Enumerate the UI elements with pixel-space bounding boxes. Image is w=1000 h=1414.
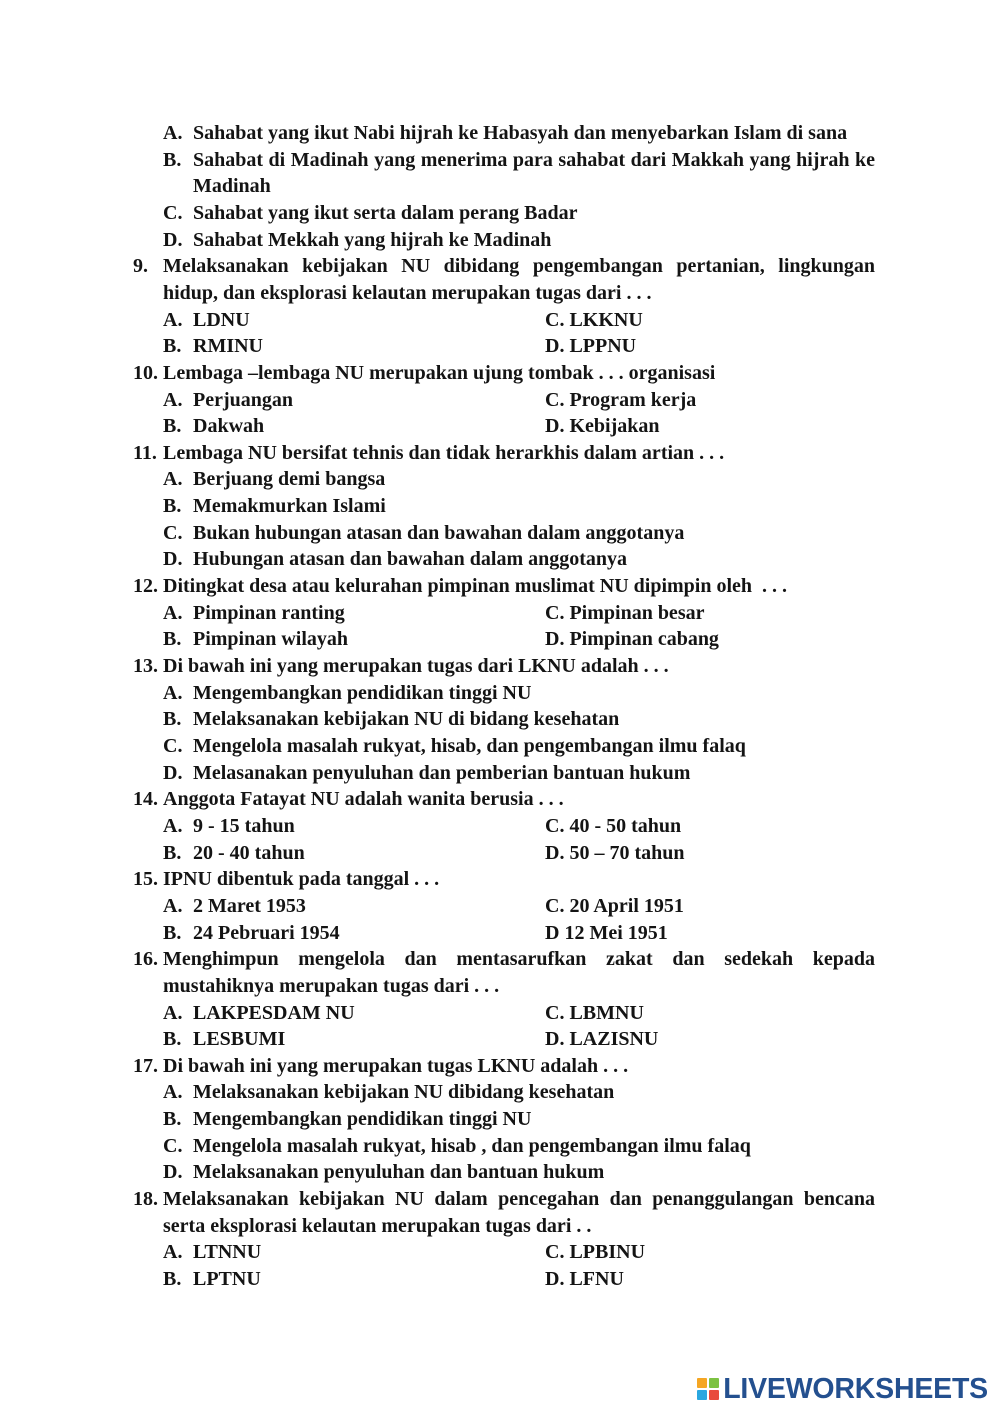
option-letter: B. — [163, 148, 182, 171]
option-letter: D. — [163, 548, 183, 571]
option-d — [163, 1159, 875, 1186]
option-text: Melasanakan penyuluhan dan pemberian bantuan hukum — [193, 761, 691, 784]
question-9 — [133, 253, 878, 360]
option-b — [163, 493, 875, 520]
option-letter: A. — [163, 814, 183, 837]
option-c — [545, 813, 875, 840]
option-a — [163, 1239, 545, 1266]
option-a — [163, 813, 545, 840]
question-stem — [133, 1053, 878, 1080]
option-text: Dakwah — [193, 415, 265, 438]
option-letter: C. — [545, 814, 565, 837]
option-b — [163, 147, 875, 200]
question-text: Menghimpun mengelola dan mentasarufkan zakat dan sedekah kepada mustahiknya merupakan tugas dari . . . — [163, 948, 875, 997]
options-grid — [163, 1239, 875, 1292]
option-text: Pimpinan besar — [569, 601, 705, 624]
question-text: Anggota Fatayat NU adalah wanita berusia . . . — [163, 788, 564, 811]
option-b — [163, 333, 545, 360]
option-d — [545, 920, 875, 947]
option-d — [545, 1266, 875, 1293]
question-stem — [133, 866, 878, 893]
option-text: Sahabat Mekkah yang hijrah ke Madinah — [193, 228, 552, 251]
option-letter: C. — [163, 521, 183, 544]
option-text: Melaksanakan kebijakan NU dibidang kesehatan — [193, 1081, 615, 1104]
logo-tile — [709, 1378, 719, 1388]
option-a — [163, 466, 875, 493]
options-grid — [163, 893, 875, 946]
option-letter: C. — [545, 894, 565, 917]
question-stem — [133, 573, 878, 600]
option-letter: B. — [163, 708, 182, 731]
option-text: Berjuang demi bangsa — [193, 468, 386, 491]
option-letter: D. — [163, 228, 183, 251]
liveworksheets-logo-icon — [697, 1378, 719, 1400]
option-c — [545, 893, 875, 920]
option-text: Program kerja — [569, 388, 697, 411]
option-text: Mengelola masalah rukyat, hisab, dan pengembangan ilmu falaq — [193, 735, 746, 757]
option-letter: B. — [163, 495, 182, 518]
question-number: 17. — [133, 1054, 158, 1077]
option-text: 20 - 40 tahun — [193, 841, 305, 864]
option-text: 12 Mei 1951 — [564, 921, 668, 944]
question-15 — [133, 866, 878, 946]
option-text: LPTNU — [193, 1268, 261, 1291]
question-text: Melaksanakan kebijakan NU dalam pencegahan dan penanggulangan bencana serta eksplorasi kelautan merupakan tugas dari . . — [163, 1188, 875, 1237]
option-letter: B. — [163, 628, 182, 651]
option-letter: C. — [545, 1241, 565, 1264]
option-a — [163, 680, 875, 707]
option-text: 40 - 50 tahun — [569, 814, 682, 837]
option-letter: D. — [545, 335, 565, 358]
option-letter: C. — [163, 201, 183, 224]
option-b — [163, 706, 875, 733]
option-letter: A. — [163, 681, 183, 704]
question-stem — [133, 653, 878, 680]
option-text: LFNU — [569, 1268, 624, 1291]
option-letter: B. — [163, 1108, 182, 1131]
option-letter: C. — [163, 735, 183, 757]
option-text: 20 April 1951 — [569, 894, 684, 917]
option-d — [163, 227, 875, 254]
option-letter: A. — [163, 894, 183, 917]
option-b — [163, 626, 545, 653]
option-d — [163, 760, 875, 787]
option-c — [545, 1239, 875, 1266]
options-list — [163, 466, 875, 573]
option-text: RMINU — [193, 335, 263, 358]
question-number: 14. — [133, 788, 158, 811]
question-number: 18. — [133, 1188, 158, 1211]
option-text: LPBINU — [569, 1241, 646, 1264]
option-b — [163, 840, 545, 867]
question-stem — [133, 253, 878, 306]
option-c — [163, 200, 875, 227]
option-letter: B. — [163, 415, 182, 438]
option-letter: A. — [163, 122, 183, 144]
option-letter: B. — [163, 335, 182, 358]
option-a — [163, 387, 545, 414]
option-d — [545, 626, 875, 653]
option-b — [163, 1266, 545, 1293]
option-text: Melaksanakan kebijakan NU di bidang kesehatan — [193, 708, 620, 731]
option-text: Sahabat yang ikut Nabi hijrah ke Habasyah dan menyebarkan Islam di sana — [193, 122, 848, 144]
option-text: LBMNU — [569, 1001, 644, 1024]
brand-name: LIVEWORKSHEETS — [723, 1373, 988, 1405]
option-a — [163, 893, 545, 920]
option-text: Pimpinan ranting — [193, 601, 345, 624]
options-grid — [163, 307, 875, 360]
question-text: Di bawah ini yang merupakan tugas dari LKNU adalah . . . — [163, 655, 669, 678]
option-text: Pimpinan cabang — [569, 628, 719, 651]
option-text: 50 – 70 tahun — [569, 841, 685, 864]
option-d — [545, 413, 875, 440]
option-a — [163, 120, 875, 147]
question-18 — [133, 1186, 878, 1293]
option-letter: D. — [545, 1028, 565, 1051]
option-letter: B. — [163, 841, 182, 864]
question-text: IPNU dibentuk pada tanggal . . . — [163, 868, 440, 891]
option-text: Bukan hubungan atasan dan bawahan dalam anggotanya — [193, 521, 685, 544]
option-letter: A. — [163, 1001, 183, 1024]
option-c — [545, 387, 875, 414]
option-c — [163, 520, 875, 547]
question-13 — [133, 653, 878, 786]
option-text: LESBUMI — [193, 1028, 286, 1051]
question-stem — [133, 440, 878, 467]
option-d — [163, 546, 875, 573]
question-17 — [133, 1053, 878, 1186]
option-text: Mengelola masalah rukyat, hisab , dan pengembangan ilmu falaq — [193, 1134, 751, 1157]
question-number: 13. — [133, 655, 158, 678]
option-letter: B. — [163, 1028, 182, 1051]
option-b — [163, 413, 545, 440]
option-b — [163, 1026, 545, 1053]
liveworksheets-logo[interactable] — [697, 1374, 988, 1404]
logo-tile — [709, 1390, 719, 1400]
option-text: 9 - 15 tahun — [193, 814, 295, 837]
question-text: Di bawah ini yang merupakan tugas LKNU adalah . . . — [163, 1054, 629, 1077]
options-grid — [163, 387, 875, 440]
option-letter: A. — [163, 601, 183, 624]
option-letter: A. — [163, 468, 183, 491]
option-d — [545, 1026, 875, 1053]
option-text: Kebijakan — [569, 415, 660, 438]
options-list — [163, 680, 875, 787]
option-text: Mengembangkan pendidikan tinggi NU — [193, 1108, 532, 1131]
option-text: Hubungan atasan dan bawahan dalam anggotanya — [193, 548, 628, 571]
option-letter: D. — [545, 628, 565, 651]
option-letter: A. — [163, 1241, 183, 1264]
option-text: 24 Pebruari 1954 — [193, 921, 340, 944]
option-d — [545, 840, 875, 867]
question-text: Melaksanakan kebijakan NU dibidang pengembangan pertanian, lingkungan hidup, dan eksplorasi kelautan merupakan tugas dari . . . — [163, 255, 875, 304]
option-c — [545, 307, 875, 334]
option-letter: D. — [545, 841, 565, 864]
option-letter: D. — [163, 761, 183, 784]
option-letter: C. — [545, 601, 565, 624]
question-stem — [133, 946, 878, 999]
option-b — [163, 1106, 875, 1133]
options-grid — [163, 1000, 875, 1053]
option-letter: C. — [545, 388, 565, 411]
logo-tile — [697, 1390, 707, 1400]
option-a — [163, 307, 545, 334]
question-number: 10. — [133, 361, 158, 384]
option-a — [163, 600, 545, 627]
continued-options — [163, 120, 875, 253]
option-letter: D. — [545, 1268, 565, 1291]
question-10 — [133, 360, 878, 440]
option-letter: C. — [545, 308, 565, 331]
option-c — [545, 1000, 875, 1027]
option-text: LAKPESDAM NU — [193, 1001, 355, 1024]
option-text: Sahabat yang ikut serta dalam perang Badar — [193, 201, 578, 224]
options-grid — [163, 600, 875, 653]
option-c — [163, 1133, 875, 1160]
options-grid — [163, 813, 875, 866]
option-text: Perjuangan — [193, 388, 293, 411]
option-c — [163, 733, 875, 760]
option-a — [163, 1079, 875, 1106]
question-stem — [133, 360, 878, 387]
option-d — [545, 333, 875, 360]
question-text: Lembaga NU bersifat tehnis dan tidak herarkhis dalam artian . . . — [163, 441, 725, 464]
question-12 — [133, 573, 878, 653]
option-text: Mengembangkan pendidikan tinggi NU — [193, 681, 532, 704]
option-text: Memakmurkan Islami — [193, 495, 386, 518]
question-text: Lembaga –lembaga NU merupakan ujung tombak . . . organisasi — [163, 361, 716, 384]
question-stem — [133, 786, 878, 813]
question-16 — [133, 946, 878, 1053]
question-number: 15. — [133, 868, 158, 891]
option-letter: D. — [545, 415, 565, 438]
option-text: Sahabat di Madinah yang menerima para sahabat dari Makkah yang hijrah ke Madinah — [193, 148, 875, 198]
option-letter: A. — [163, 308, 183, 331]
option-text: LPPNU — [569, 335, 637, 358]
options-list — [163, 1079, 875, 1186]
option-text: Melaksanakan penyuluhan dan bantuan hukum — [193, 1161, 605, 1184]
option-text: 2 Maret 1953 — [193, 894, 306, 917]
option-letter: D — [545, 921, 560, 944]
option-text: LKKNU — [569, 308, 643, 331]
question-11 — [133, 440, 878, 573]
option-b — [163, 920, 545, 947]
question-number: 12. — [133, 575, 158, 598]
option-letter: A. — [163, 388, 183, 411]
logo-tile — [697, 1378, 707, 1388]
question-list — [133, 120, 878, 1293]
question-number: 16. — [133, 948, 158, 971]
option-text: LAZISNU — [569, 1028, 659, 1051]
question-text: Ditingkat desa atau kelurahan pimpinan muslimat NU dipimpin oleh . . . — [163, 575, 788, 598]
option-a — [163, 1000, 545, 1027]
option-letter: B. — [163, 921, 182, 944]
option-letter: C. — [163, 1134, 183, 1157]
option-text: LDNU — [193, 308, 250, 331]
option-letter: C. — [545, 1001, 565, 1024]
question-number: 11. — [133, 441, 157, 464]
question-stem — [133, 1186, 878, 1239]
option-text: LTNNU — [193, 1241, 262, 1264]
option-letter: D. — [163, 1161, 183, 1184]
option-text: Pimpinan wilayah — [193, 628, 349, 651]
question-number: 9. — [133, 255, 148, 278]
question-14 — [133, 786, 878, 866]
option-c — [545, 600, 875, 627]
option-letter: B. — [163, 1268, 182, 1291]
option-letter: A. — [163, 1081, 183, 1104]
